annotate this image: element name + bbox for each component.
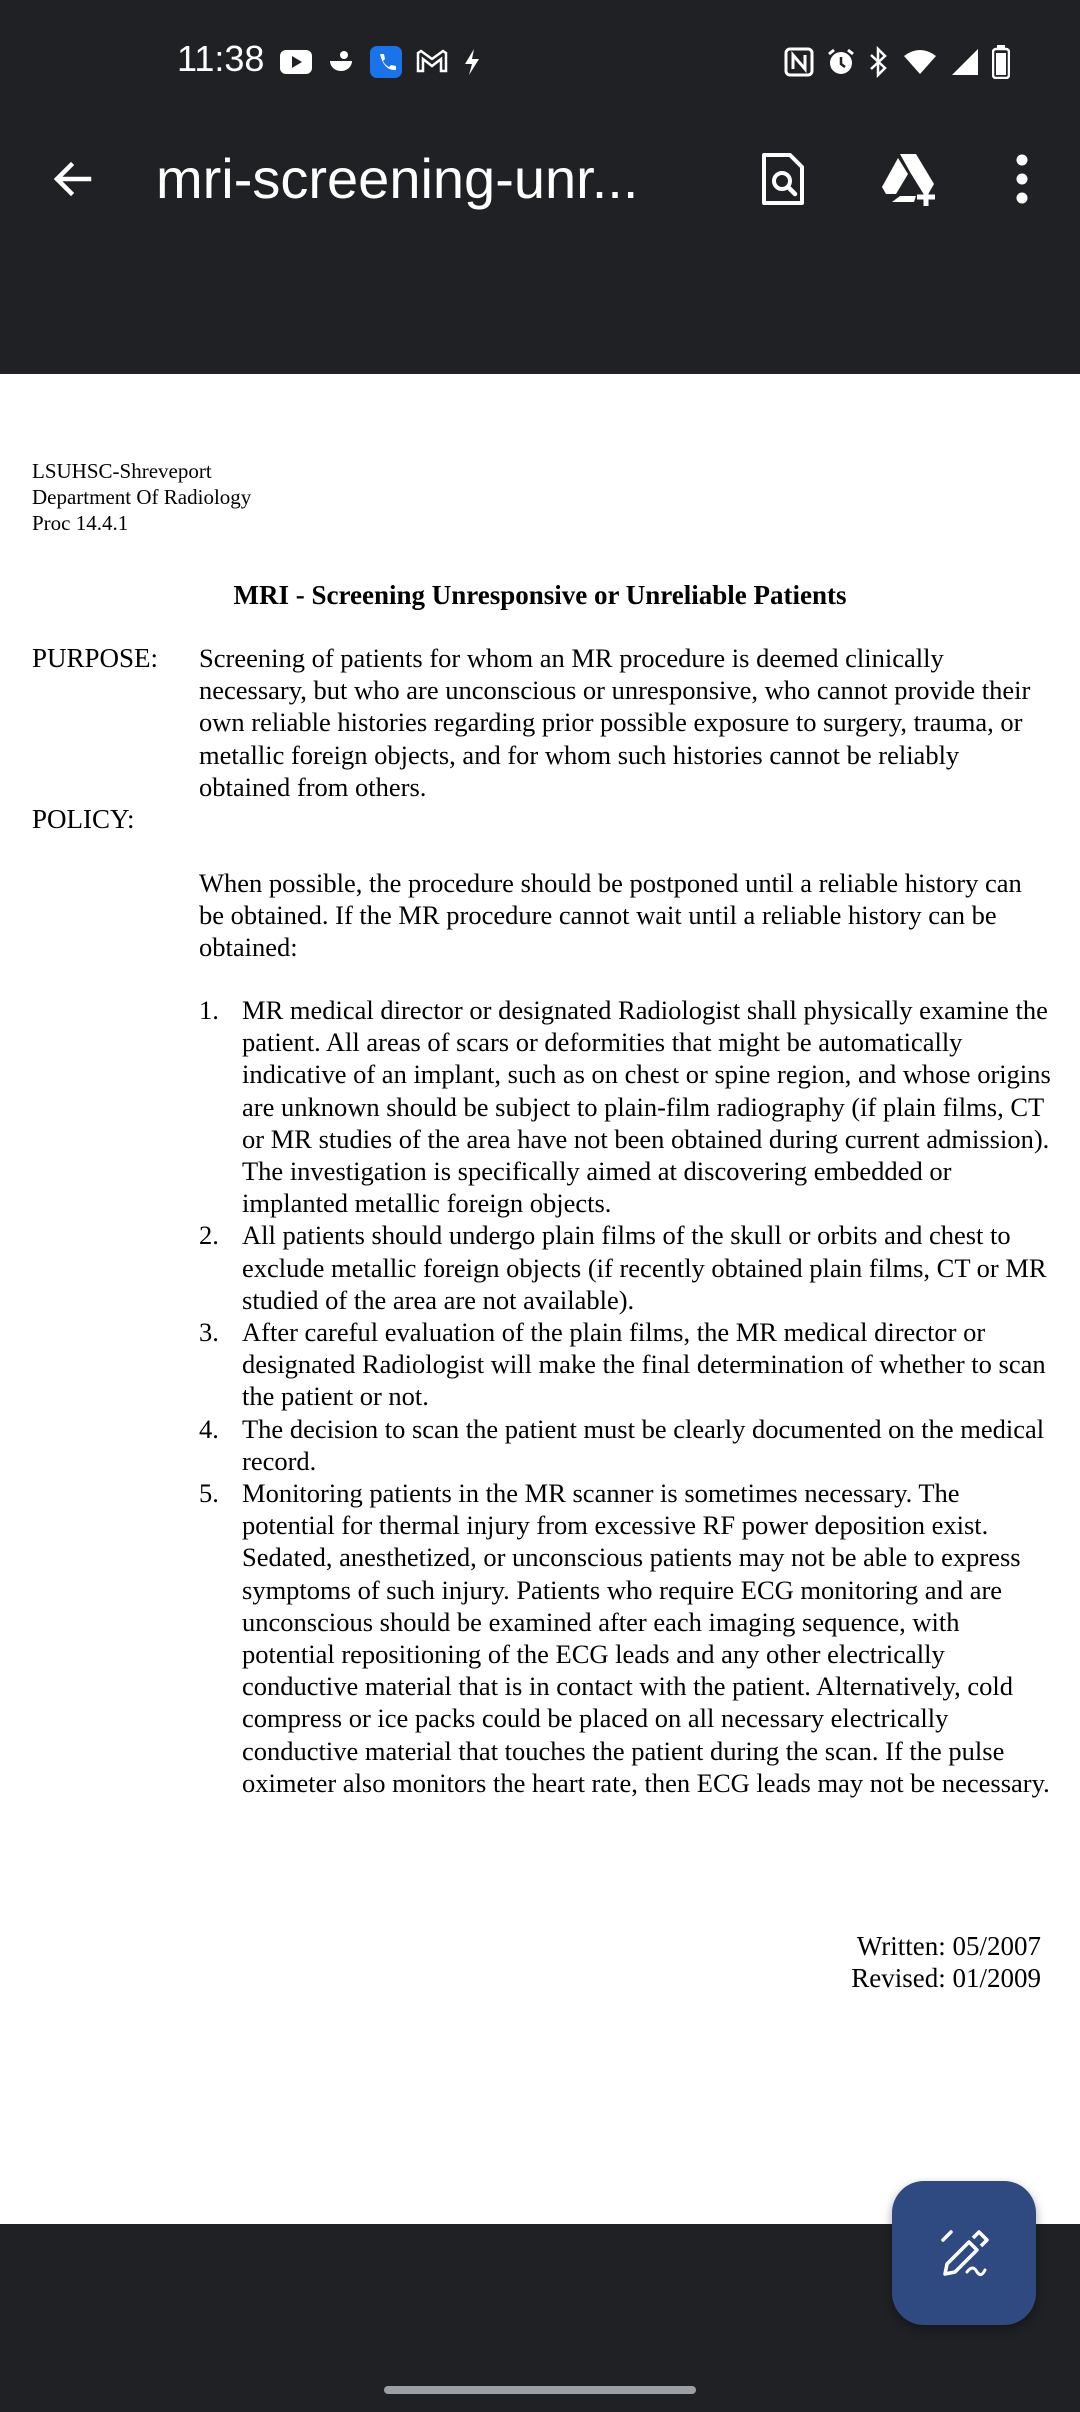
more-options-button[interactable] bbox=[985, 142, 1059, 216]
purpose-text: Screening of patients for whom an MR procedure is deemed clinically necessary, but who are unconscious or unresponsive, who cannot provide their own reliable histories regarding prior possible exposure to surgery, trauma, or metallic foreign objects, and for whom such histories cannot be reliably obtained from others. bbox=[199, 643, 1031, 802]
app-bar bbox=[0, 128, 1080, 374]
status-notification-icons bbox=[280, 42, 482, 82]
search-document-icon bbox=[758, 152, 808, 206]
header-institution: LSUHSC-Shreveport bbox=[32, 459, 212, 483]
list-item-number: 1. bbox=[199, 995, 219, 1025]
add-to-drive-button[interactable] bbox=[874, 142, 948, 216]
header-procedure-number: Proc 14.4.1 bbox=[32, 511, 129, 535]
status-time: 11:38 bbox=[177, 38, 265, 79]
list-item bbox=[199, 994, 1051, 1219]
list-item-text: MR medical director or designated Radiologist shall physically examine the patient. All areas of scars or deformities that might be automatically indicative of an implant, such as on chest or spine region, and whose origins are unknown should be subject to plain-film radiography (if plain films, CT or MR studies of the area have not been obtained during current admission). The investigation is specifically aimed at discovering embedded or implanted metallic foreign objects. bbox=[242, 995, 1051, 1219]
written-date: Written: 05/2007 bbox=[856, 1931, 1041, 1961]
more-vert-icon bbox=[1012, 152, 1032, 206]
procedure-steps-list bbox=[199, 994, 1051, 1799]
list-item-text: All patients should undergo plain films of the skull or orbits and chest to exclude metallic foreign objects (if recently obtained plain films, CT or MR studied of the area are not available). bbox=[242, 1220, 1047, 1315]
back-button[interactable] bbox=[36, 142, 110, 216]
list-item-text: The decision to scan the patient must be clearly documented on the medical record. bbox=[242, 1413, 1045, 1476]
bluetooth-icon bbox=[868, 46, 890, 78]
alarm-icon bbox=[826, 47, 856, 77]
list-item-number: 4. bbox=[199, 1413, 219, 1444]
status-bar bbox=[0, 0, 1080, 128]
find-in-document-button[interactable] bbox=[746, 142, 820, 216]
policy-text: When possible, the procedure should be postponed until a reliable history can be obtained. If the MR procedure cannot wait until a reliable history can be obtained: bbox=[199, 868, 1022, 963]
document-heading: MRI - Screening Unresponsive or Unreliable Patients bbox=[233, 580, 847, 610]
list-item-number: 3. bbox=[199, 1317, 219, 1348]
list-item-text: Monitoring patients in the MR scanner is sometimes necessary. The potential for thermal injury from excessive RF power deposition exist. Sedated, anesthetized, or unconscious patients may not be able to express symptoms of such injury. Patients who require ECG monitoring and are unconscious should be examined after each imaging sequence, with potential repositioning of the ECG leads and any other electrically conductive material that is in contact with the patient. Alternatively, cold compress or ice packs could be placed on all necessary electrically conductive material that touches the patient during the scan. If the pulse oximeter also monitors the heart rate, then ECG leads may not be necessary. bbox=[242, 1478, 1050, 1798]
annotate-pen-icon bbox=[939, 2228, 989, 2278]
charging-icon bbox=[462, 47, 482, 77]
list-item-text: After careful evaluation of the plain films, the MR medical director or designated Radiologist will make the final determination of whether to scan the patient or not. bbox=[242, 1317, 1046, 1412]
notification-icon bbox=[326, 47, 356, 77]
gesture-nav-handle[interactable] bbox=[384, 2386, 696, 2394]
purpose-label: PURPOSE: bbox=[32, 643, 159, 673]
phone-app-icon bbox=[370, 46, 402, 78]
youtube-icon bbox=[280, 50, 312, 74]
gmail-icon bbox=[416, 49, 448, 75]
list-item-number: 2. bbox=[199, 1220, 219, 1251]
document-page[interactable] bbox=[0, 374, 1080, 2224]
battery-icon bbox=[992, 45, 1010, 79]
list-item bbox=[199, 1316, 1051, 1413]
back-arrow-icon bbox=[49, 155, 97, 203]
status-system-icons bbox=[784, 42, 1010, 82]
list-item bbox=[199, 1219, 1051, 1316]
policy-label: POLICY: bbox=[32, 804, 135, 834]
list-item bbox=[199, 1477, 1051, 1799]
nfc-icon bbox=[784, 47, 814, 77]
drive-add-icon bbox=[880, 152, 942, 206]
annotate-button[interactable] bbox=[892, 2181, 1036, 2325]
list-item-number: 5. bbox=[199, 1478, 219, 1509]
wifi-icon bbox=[902, 48, 938, 76]
header-department: Department Of Radiology bbox=[32, 485, 252, 509]
signal-icon bbox=[950, 47, 980, 77]
revised-date: Revised: 01/2009 bbox=[851, 1963, 1041, 1993]
list-item bbox=[199, 1413, 1051, 1477]
document-title: mri-screening-unr... bbox=[156, 147, 639, 210]
